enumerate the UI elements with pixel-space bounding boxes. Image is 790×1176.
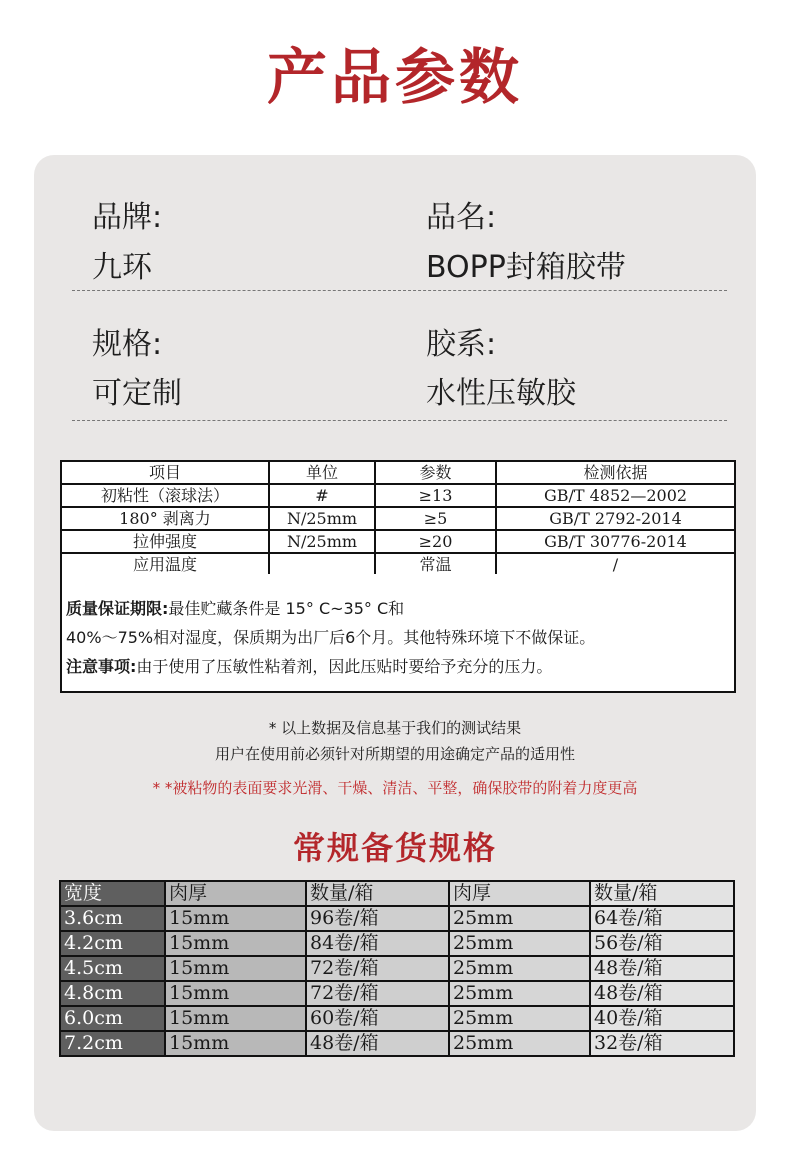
table-row	[61, 507, 735, 530]
table-cell: 25mm	[449, 1031, 590, 1056]
header-cell: 肉厚	[449, 881, 590, 906]
table-cell: 25mm	[449, 906, 590, 931]
table-cell: 32卷/箱	[590, 1031, 734, 1056]
table-cell: 4.5cm	[60, 956, 165, 981]
table-cell: 25mm	[449, 981, 590, 1006]
table-cell: 常温	[375, 553, 496, 576]
attention-label: 注意事项:	[66, 657, 137, 676]
table-cell: 15mm	[165, 981, 306, 1006]
notes-box	[60, 574, 736, 693]
table-row	[60, 906, 734, 931]
product-name-label: 品名:	[426, 200, 497, 235]
header-cell: 检测依据	[496, 461, 735, 484]
table-cell: 48卷/箱	[590, 981, 734, 1006]
page-title: 产品参数	[267, 43, 523, 113]
table-cell: 96卷/箱	[306, 906, 449, 931]
table-cell: 180° 剥离力	[61, 507, 269, 530]
table-cell: GB/T 2792-2014	[496, 507, 735, 530]
table-cell: 15mm	[165, 956, 306, 981]
table-row	[60, 931, 734, 956]
header-cell: 参数	[375, 461, 496, 484]
table-cell: 48卷/箱	[306, 1031, 449, 1056]
spec-label: 规格:	[92, 327, 163, 362]
table-cell: 15mm	[165, 1006, 306, 1031]
table-row	[60, 956, 734, 981]
table-cell: N/25mm	[269, 530, 375, 553]
table-cell: 48卷/箱	[590, 956, 734, 981]
header-cell: 数量/箱	[306, 881, 449, 906]
table-cell: 应用温度	[61, 553, 269, 576]
table-cell: 初粘性（滚球法）	[61, 484, 269, 507]
table-cell: 15mm	[165, 1031, 306, 1056]
table-cell: 4.2cm	[60, 931, 165, 956]
table-cell	[269, 553, 375, 576]
table-row	[61, 484, 735, 507]
quality-label: 质量保证期限:	[66, 599, 169, 618]
header-cell: 单位	[269, 461, 375, 484]
quality-note	[62, 594, 734, 623]
table-cell: 64卷/箱	[590, 906, 734, 931]
quality-note-continued: 40%～75%相对湿度，保质期为出厂后6个月。其他特殊环境下不做保证。	[66, 628, 596, 647]
table-row	[60, 1031, 734, 1056]
table-cell: #	[269, 484, 375, 507]
table-cell: 72卷/箱	[306, 981, 449, 1006]
header-cell: 项目	[61, 461, 269, 484]
table-cell: GB/T 30776-2014	[496, 530, 735, 553]
table-cell: N/25mm	[269, 507, 375, 530]
stock-spec-table	[59, 880, 735, 1057]
brand-value: 九环	[92, 250, 152, 285]
parameters-table	[60, 460, 736, 577]
table-cell: ≥13	[375, 484, 496, 507]
table-cell: ≥20	[375, 530, 496, 553]
table-row	[60, 1006, 734, 1031]
table-row	[60, 981, 734, 1006]
table-cell: 25mm	[449, 956, 590, 981]
divider	[72, 420, 727, 421]
table-cell: 7.2cm	[60, 1031, 165, 1056]
table-cell: 拉伸强度	[61, 530, 269, 553]
table-cell: 56卷/箱	[590, 931, 734, 956]
header-cell: 宽度	[60, 881, 165, 906]
table-row	[61, 553, 735, 576]
table-cell: 15mm	[165, 906, 306, 931]
attention-note	[62, 652, 734, 681]
table-cell: 25mm	[449, 1006, 590, 1031]
header-cell: 数量/箱	[590, 881, 734, 906]
table-cell: 60卷/箱	[306, 1006, 449, 1031]
spec-value: 可定制	[92, 376, 182, 411]
table-header-row	[61, 461, 735, 484]
stock-section-title: 常规备货规格	[292, 829, 497, 867]
divider	[72, 290, 727, 291]
brand-label: 品牌:	[92, 200, 163, 235]
table-cell: ≥5	[375, 507, 496, 530]
quality-text: 最佳贮藏条件是 15° C~35° C和	[168, 599, 405, 618]
glue-label: 胶系:	[426, 327, 497, 362]
disclaimer-line: 用户在使用前必须针对所期望的用途确定产品的适用性	[214, 745, 575, 763]
table-cell: 40卷/箱	[590, 1006, 734, 1031]
header-cell: 肉厚	[165, 881, 306, 906]
table-cell: /	[496, 553, 735, 576]
table-cell: 84卷/箱	[306, 931, 449, 956]
table-cell: 25mm	[449, 931, 590, 956]
table-cell: 6.0cm	[60, 1006, 165, 1031]
table-row	[61, 530, 735, 553]
disclaimer-line: * 以上数据及信息基于我们的测试结果	[268, 719, 522, 737]
attention-text: 由于使用了压敏性粘着剂，因此压贴时要给予充分的压力。	[136, 657, 553, 676]
table-cell: 4.8cm	[60, 981, 165, 1006]
table-cell: 72卷/箱	[306, 956, 449, 981]
table-cell: GB/T 4852—2002	[496, 484, 735, 507]
table-cell: 15mm	[165, 931, 306, 956]
glue-value: 水性压敏胶	[426, 376, 576, 411]
table-cell: 3.6cm	[60, 906, 165, 931]
product-name-value: BOPP封箱胶带	[426, 250, 626, 285]
table-header-row	[60, 881, 734, 906]
disclaimer-warning: * *被粘物的表面要求光滑、干燥、清洁、平整，确保胶带的附着力度更高	[152, 779, 638, 797]
